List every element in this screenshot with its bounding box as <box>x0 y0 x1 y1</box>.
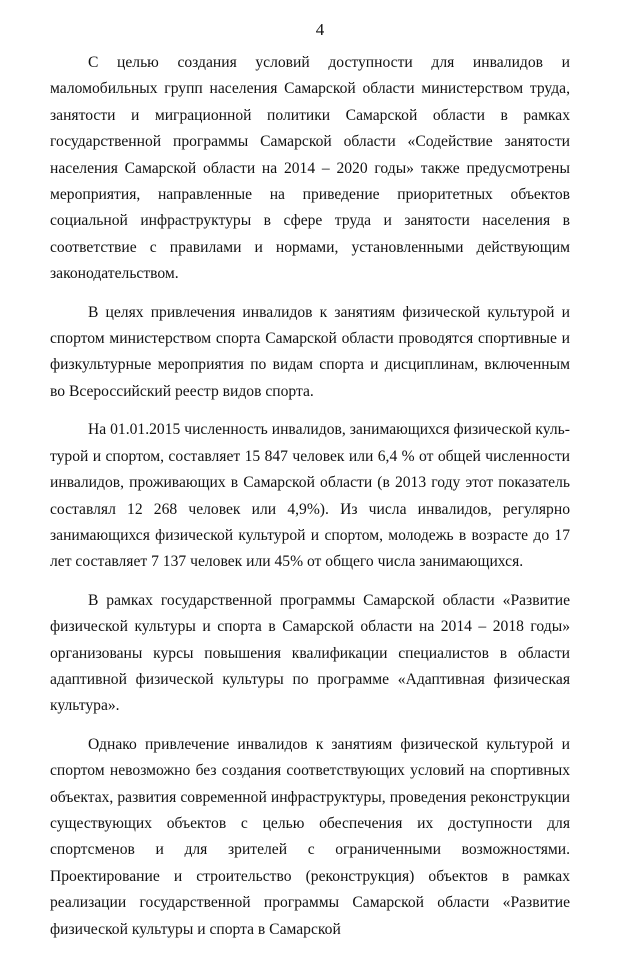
document-body <box>50 50 570 955</box>
paragraph-infrastructure: Однако привлечение инвалидов к занятиям физической культурой и спортом невозможно без создания соответствующих условий на спортивных объектах, развития современной инфраструктуры, проведения реконструкции существующих объектов с целью обеспечения их доступности для спортсменов и для зрителей с ограниченными возможностями. Проектирование и строительство (реконструкция) объектов в рамках реализации государственной программы Самарской области «Развитие физической культуры и спорта в Самарской <box>50 735 570 938</box>
paragraph-accessibility-labor: С целью создания условий доступности для инвалидов и маломобильных групп населения Самарской области министерством труда, занятости и миграционной политики Самарской области в рамках государственной программы Самарской области «Содействие занятости населения Самарской области на 2014 – 2020 годы» также предусмотрены мероприятия, направленные на приведение приоритетных объектов социальной инфраструктуры в сфере труда и занятости населения в соответствие с правилами и нормами, установленными действующим законодательством. <box>50 54 570 283</box>
paragraph-training-courses: В рамках государственной программы Самарской области «Развитие физической культуры и спорта в Самарской области на 2014 – 2018 годы» организованы курсы повышения квалификации специалистов в области адаптивной физической культуры по программе «Адаптивная физическая культура». <box>50 591 570 715</box>
paragraph-sport-events: В целях привлечения инвалидов к занятиям физической культурой и спортом министерством спорта Самарской области проводятся спортивные и физкультурные мероприятия по видам спорта и дисциплинам, включенным во Всероссийский реестр видов спорта. <box>50 303 570 400</box>
paragraph-statistics: На 01.01.2015 численность инвалидов, занимающихся физической культурой и спортом, составляет 15 847 человек или 6,4 % от общей численности инвалидов, проживающих в Самарской области (в 2013 году этот показатель составлял 12 268 человек или 4,9%). Из числа инвалидов, регулярно занимающихся физической культурой и спортом, молодежь в возрасте до 17 лет составляет 7 137 человек или 45% от общего числа занимающихся. <box>50 421 570 571</box>
page-number: 4 <box>315 20 325 39</box>
